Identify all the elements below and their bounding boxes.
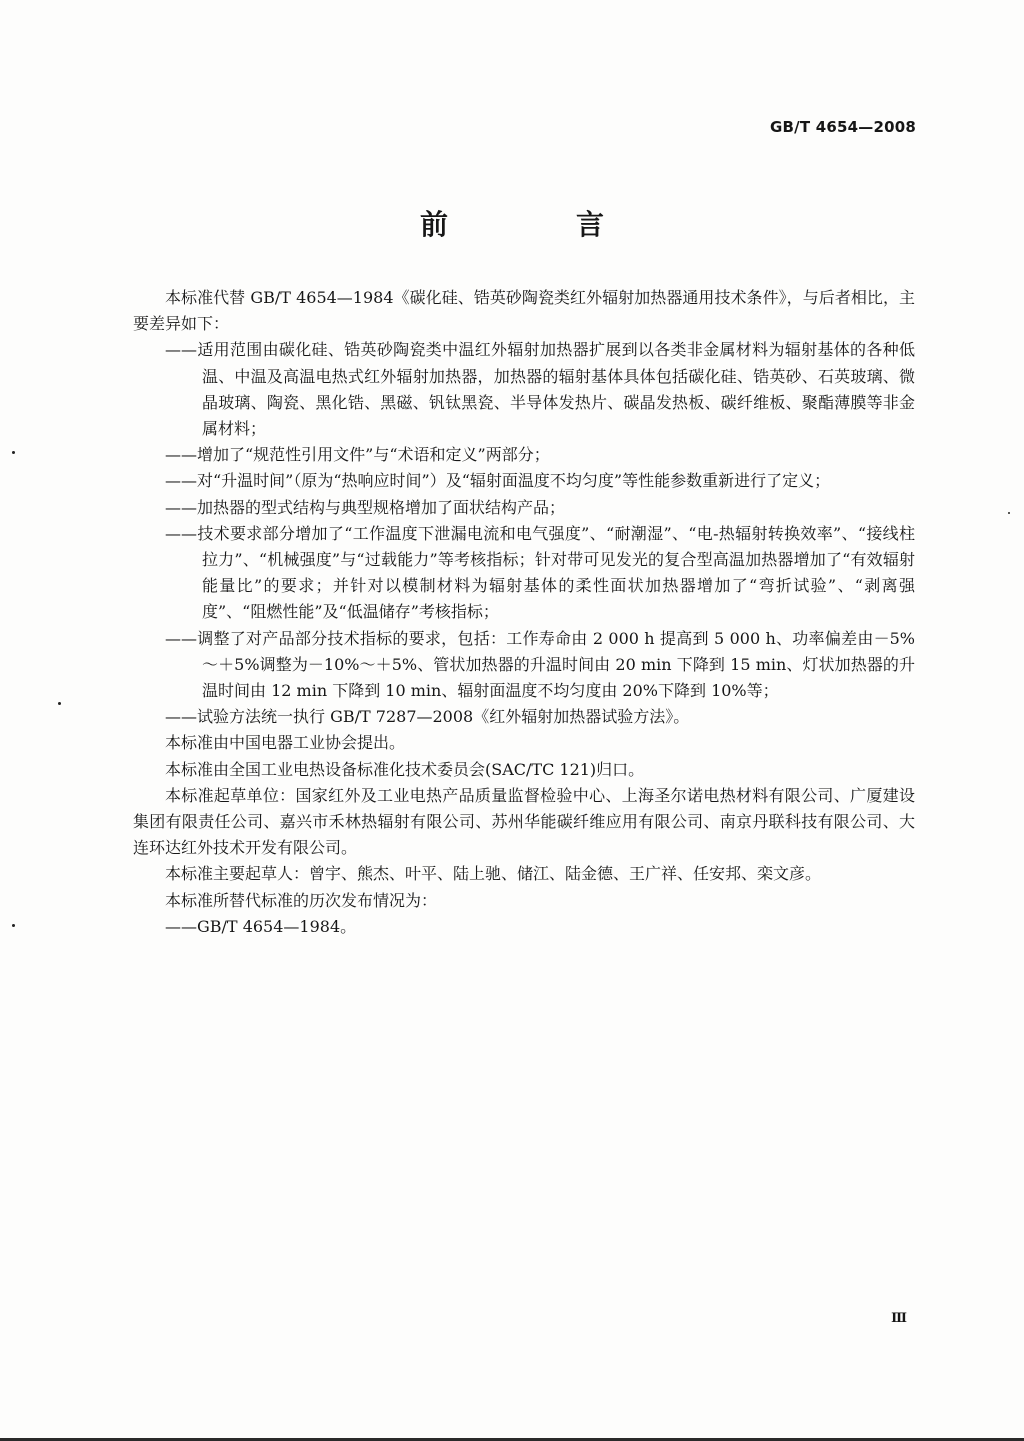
intro-paragraph: 本标准代替 GB/T 4654—1984《碳化硅、锆英砂陶瓷类红外辐射加热器通用技术条件》，与后者相比，主要差异如下： (133, 288, 915, 334)
history-item: ——GB/T 4654—1984。 (165, 916, 357, 936)
change-item-test-method: ——试验方法统一执行 GB/T 7287—2008《红外辐射加热器试验方法》。 (165, 707, 690, 727)
drafters-paragraph: 本标准主要起草人：曾宇、熊杰、叶平、陆上驰、储江、陆金德、王广祥、任安邦、栾文彦。 (165, 864, 822, 884)
scan-speck (58, 702, 61, 705)
committee-paragraph: 本标准由全国工业电热设备标准化技术委员会(SAC/TC 121)归口。 (165, 759, 645, 779)
change-item-references: ——增加了“规范性引用文件”与“术语和定义”两部分； (165, 445, 550, 465)
history-label: 本标准所替代标准的历次发布情况为： (165, 890, 438, 910)
change-item-adjusted-indicators: ——调整了对产品部分技术指标的要求，包括：工作寿命由 2 000 h 提高到 5 000 h、功率偏差由－5%～＋5%调整为－10%～＋5%、管状加热器的升温时间由 20 min 下降到 15 min、灯状加热器的升温时间由 12 min 下降到 10 min、辐射面温度不均匀度由 20%下降到 10%等； (165, 628, 915, 701)
change-item-technical-requirements: ——技术要求部分增加了“工作温度下泄漏电流和电气强度”、“耐潮湿”、“电-热辐射转换效率”、“接线柱拉力”、“机械强度”与“过载能力”等考核指标；针对带可见发光的复合型高温加热器增加了“有效辐射能量比”的要求；并针对以模制材料为辐射基体的柔性面状加热器增加了“弯折试验”、“剥离强度”、“阻燃性能”及“低温储存”考核指标； (165, 523, 915, 622)
change-item-scope: ——适用范围由碳化硅、锆英砂陶瓷类中温红外辐射加热器扩展到以各类非金属材料为辐射基体的各种低温、中温及高温电热式红外辐射加热器，加热器的辐射基体具体包括碳化硅、锆英砂、石英玻璃、微晶玻璃、陶瓷、黑化锆、黑磁、钒钛黑瓷、半导体发热片、碳晶发热板、碳纤维板、聚酯薄膜等非金属材料； (165, 340, 915, 439)
page-number: Ⅲ (891, 1311, 907, 1326)
proposer-paragraph: 本标准由中国电器工业协会提出。 (165, 733, 406, 753)
foreword-body (133, 285, 915, 940)
page-title: 前 言 (419, 208, 654, 241)
change-item-structure: ——加热器的型式结构与典型规格增加了面状结构产品； (165, 497, 566, 517)
scan-speck (12, 451, 15, 454)
drafting-units-paragraph: 本标准起草单位：国家红外及工业电热产品质量监督检验中心、上海圣尔诺电热材料有限公司、广厦建设集团有限责任公司、嘉兴市禾林热辐射有限公司、苏州华能碳纤维应用有限公司、南京丹联科技有限公司、大连环达红外技术开发有限公司。 (133, 785, 915, 858)
change-item-definitions: ——对“升温时间”（原为“热响应时间”）及“辐射面温度不均匀度”等性能参数重新进行了定义； (165, 471, 831, 491)
scan-speck (1008, 512, 1010, 514)
scan-speck (12, 924, 15, 927)
standard-code: GB/T 4654—2008 (770, 118, 916, 136)
